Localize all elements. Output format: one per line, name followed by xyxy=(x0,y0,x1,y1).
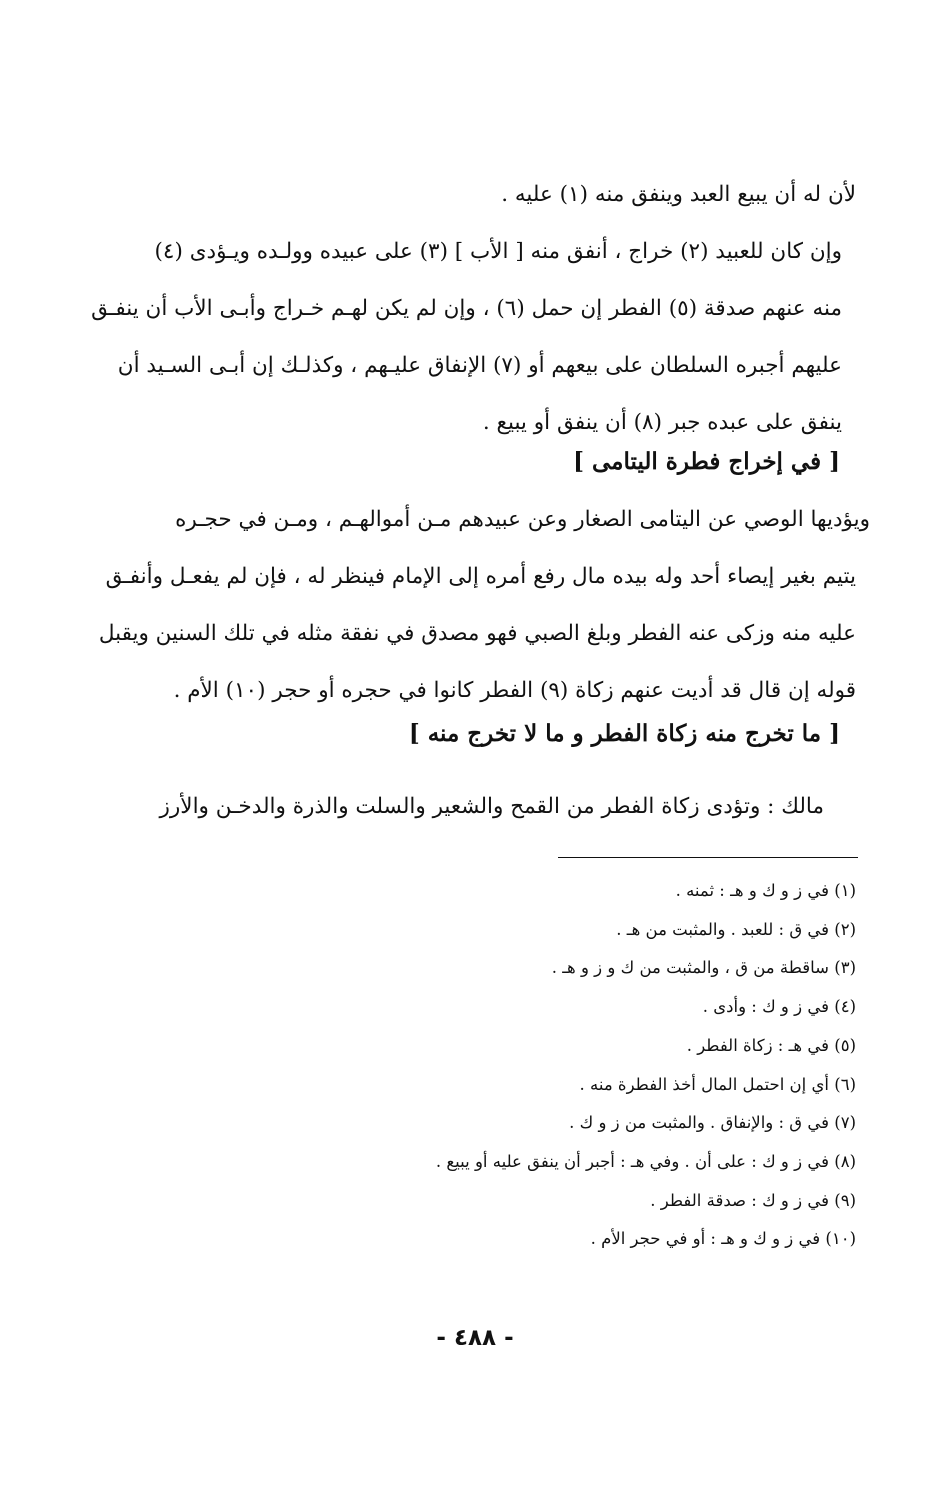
text-line: مالك : وتؤدى زكاة الفطر من القمح والشعير والسلت والذرة والدخـن والأرز xyxy=(159,794,824,819)
footnote-6: (٦) أي إن احتمل المال أخذ الفطرة منه . xyxy=(579,1074,856,1094)
text-line: وإن كان للعبيد (٢) خراج ، أنفق منه [ الأب ] (٣) على عبيده وولـده ويـؤدى (٤) xyxy=(154,239,842,264)
text-line: يتيم بغير إيصاء أحد وله بيده مال رفع أمره إلى الإمام فينظر له ، فإن لم يفعـل وأنفـق xyxy=(105,564,856,589)
text-line: منه عنهم صدقة (٥) الفطر إن حمل (٦) ، وإن لم يكن لهـم خـراج وأبـى الأب أن ينفـق xyxy=(91,296,842,321)
footnote-3: (٣) ساقطة من ق ، والمثبت من ك و ز و هـ . xyxy=(551,958,856,978)
paragraph-3 xyxy=(80,491,870,719)
footnote-7: (٧) في ق : والإنفاق . والمثبت من ز و ك . xyxy=(569,1113,856,1133)
footnote-2: (٢) في ق : للعبد . والمثبت من هـ . xyxy=(616,919,856,939)
footnote-8: (٨) في ز و ك : على أن . وفي هـ : أجبر أن ينفق عليه أو يبيع . xyxy=(435,1151,856,1171)
footnote-1: (١) في ز و ك و هـ : ثمنه . xyxy=(675,881,856,900)
text-line: ويؤديها الوصي عن اليتامى الصغار وعن عبيدهم مـن أموالهـم ، ومـن في حجـره xyxy=(175,507,870,532)
section-heading-orphans: [ في إخراج فطرة اليتامى ] xyxy=(573,448,840,475)
footnote-5: (٥) في هـ : زكاة الفطر . xyxy=(686,1035,856,1055)
paragraph-2 xyxy=(80,223,842,451)
footnote-separator xyxy=(558,857,858,858)
text-line: عليه منه وزكى عنه الفطر وبلغ الصبي فهو مصدق في نفقة مثله في تلك السنين ويقبل xyxy=(98,621,856,646)
section-heading-zakat-items: [ ما تخرج منه زكاة الفطر و ما لا تخرج منه ] xyxy=(408,720,840,747)
text-line: لأن له أن يبيع العبد وينفق منه (١) عليه . xyxy=(501,182,856,207)
text-line: عليهم أجبره السلطان على بيعهم أو (٧) الإنفاق عليـهم ، وكذلـك إن أبـى السـيد أن xyxy=(117,353,842,378)
paragraph-4 xyxy=(80,778,824,835)
paragraph-1 xyxy=(80,166,856,223)
page-number: - ٤٨٨ - xyxy=(436,1325,514,1351)
text-line: ينفق على عبده جبر (٨) أن ينفق أو يبيع . xyxy=(482,410,842,435)
text-line: قوله إن قال قد أديت عنهم زكاة (٩) الفطر كانوا في حجره أو حجر (١٠) الأم . xyxy=(173,678,856,703)
footnotes-list xyxy=(300,872,856,1259)
footnote-10: (١٠) في ز و ك و هـ : أو في حجر الأم . xyxy=(590,1229,856,1249)
footnote-4: (٤) في ز و ك : وأدى . xyxy=(702,997,856,1017)
footnote-9: (٩) في ز و ك : صدقة الفطر . xyxy=(650,1190,856,1210)
